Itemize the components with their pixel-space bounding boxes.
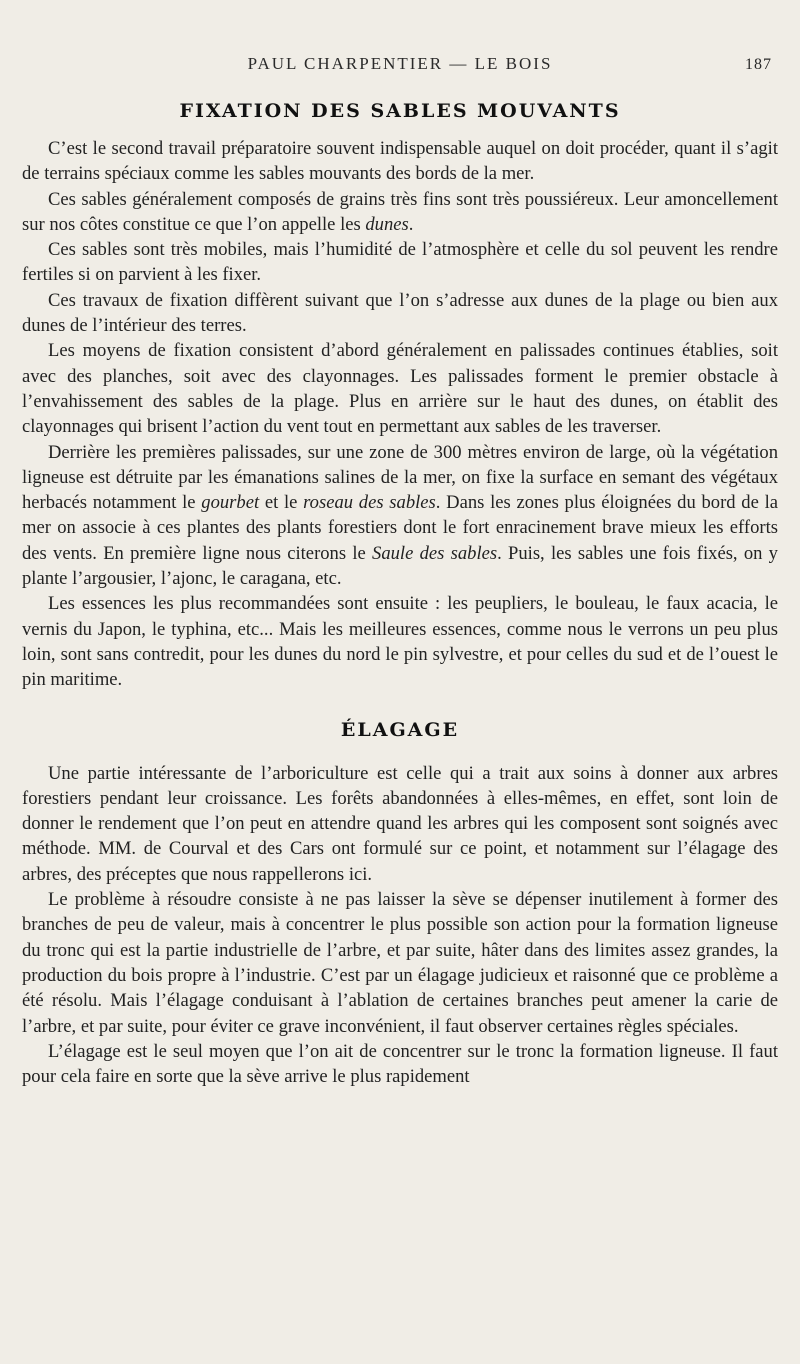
page-number: 187 [745,56,772,73]
text-run: . Dans les zones plus éloignées du bord de la mer on associe à ces plantes des plants forestiers dont le fort enracinement brave mieux les efforts des vents. En première ligne nous citerons le [22,492,778,564]
section-heading-fixation: FIXATION DES SABLES MOUVANTS [179,100,621,122]
paragraph: L’élagage est le seul moyen que l’on ait de concentrer sur le tronc la formation ligneuse. Il faut pour cela faire en sorte que la sève arrive le plus rapidement [22,1040,778,1088]
paragraph [22,187,778,238]
italic-term: Saule des sables [372,542,498,564]
running-title: PAUL CHARPENTIER — LE BOIS [247,54,553,73]
paragraph: C’est le second travail préparatoire souvent indispensable auquel on doit procéder, quant il s’agit de terrains spéciaux comme les sables mouvants des bords de la mer. [22,138,778,185]
italic-term: roseau des sables [303,492,436,514]
paragraph [22,440,778,592]
paragraph: Ces sables sont très mobiles, mais l’humidité de l’atmosphère et celle du sol peuvent les rendre fertiles si on parvient à les fixer. [22,239,778,286]
italic-term: dunes [365,213,409,235]
text-run: et le [259,492,304,514]
italic-term: gourbet [201,492,260,514]
page-body [22,100,778,1089]
text-run: Derrière les premières palissades, sur une zone de 300 mètres environ de large, où la végétation ligneuse est détruite par les émanations salines de la mer, on fixe la surface en semant des végétaux herbacés notamment le [22,441,778,514]
paragraph: Les moyens de fixation consistent d’abord généralement en palissades continues établies, soit avec des planches, soit avec des clayonnages. Les palissades forment le premier obstacle à l’envahissement des sables de la plage. Plus en arrière sur le haut des dunes, on établit des clayonnages qui brisent l’action du vent tout en permettant aux sables de les traverser. [22,340,778,438]
text-run: . Puis, les sables une fois fixés, on y plante l’argousier, l’ajonc, le caragana, etc. [22,542,778,590]
text-run: . [408,213,414,235]
running-header [0,54,800,84]
paragraph: Ces travaux de fixation diffèrent suivant que l’on s’adresse aux dunes de la plage ou bien aux dunes de l’intérieur des terres. [22,289,778,337]
paragraph: Les essences les plus recommandées sont ensuite : les peupliers, le bouleau, le faux acacia, le vernis du Japon, le typhina, etc... Mais les meilleures essences, comme nous le verrons un peu plus loin, sont sans contredit, pour les dunes du nord le pin sylvestre, et pour celles du sud et de l’ouest le pin maritime. [22,593,778,691]
paragraph: Le problème à résoudre consiste à ne pas laisser la sève se dépenser inutilement à former des branches de peu de valeur, mais à concentrer le plus possible son action pour la formation ligneuse du tronc qui est la partie industrielle de l’arbre, et par suite, hâter dans des limites assez grandes, la production du bois propre à l’industrie. C’est par un élagage judicieux et raisonné que ce problème a été résolu. Mais l’élagage conduisant à l’ablation de certaines branches peut amener la carie de l’arbre, et par suite, pour éviter ce grave inconvénient, il faut observer certaines règles spéciales. [22,889,778,1037]
paragraph: Une partie intéressante de l’arboriculture est celle qui a trait aux soins à donner aux arbres forestiers pendant leur croissance. Les forêts abandonnées à elles-mêmes, en effet, sont loin de donner le rendement que l’on peut en attendre quand les arbres qui les composent sont soignés avec méthode. MM. de Courval et des Cars ont formulé sur ce point, et notamment sur l’élagage des arbres, des préceptes que nous rappellerons ici. [22,762,778,885]
text-run: Ces sables généralement composés de grains très fins sont très poussiéreux. Leur amoncellement sur nos côtes constitue ce que l’on appelle les [22,188,778,235]
section-heading-elagage: ÉLAGAGE [340,718,460,741]
